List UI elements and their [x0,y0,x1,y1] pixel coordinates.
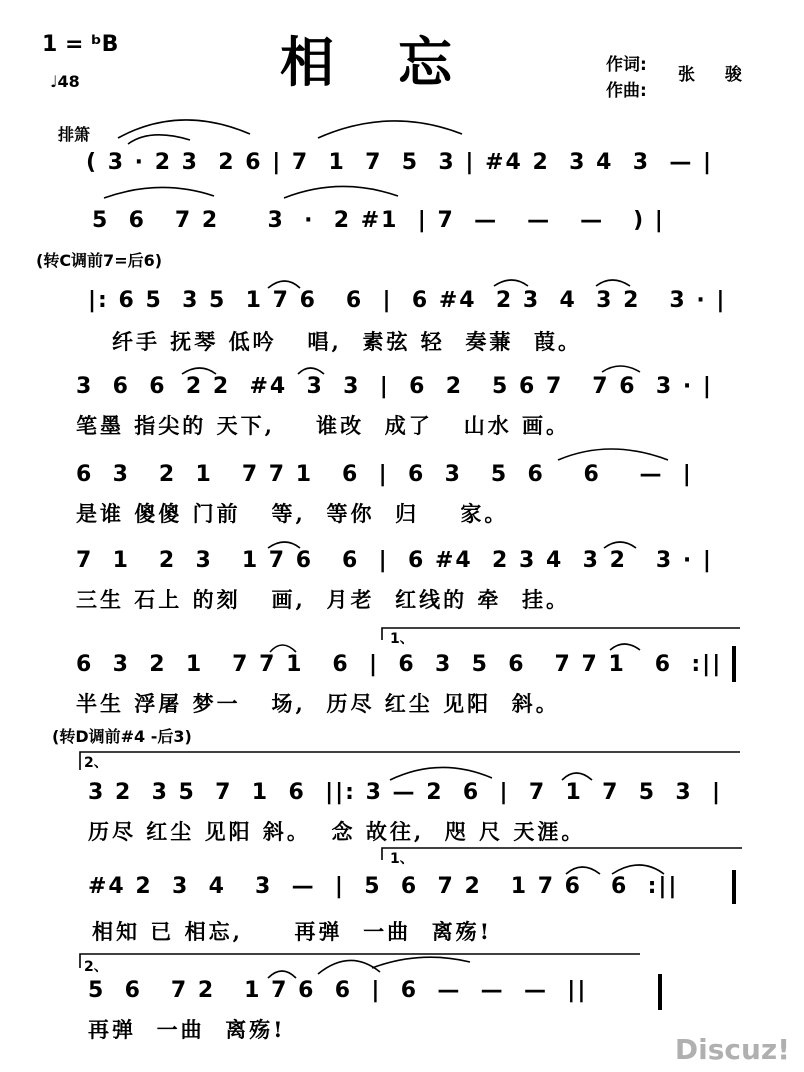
notation-line-1: |: 6 5 3 5 1 7 6 6 | 6 #4 2 3 4 3 2 3 · | [88,288,727,313]
slur-arc [610,644,640,650]
lyricist-label: 作词: [606,55,647,75]
slur-arc [566,867,600,874]
volta-bracket [80,752,740,770]
watermark: Discuz! [674,1033,790,1066]
slur-arc [118,120,250,138]
slur-arc [372,957,470,968]
ending-1b-label: 1、 [390,851,414,867]
lyric-line-6: 历尽 红尘 见阳 斜。 念 故往, 咫 尺 天涯。 [88,819,586,844]
notation-line-7: #4 2 3 4 3 — | 5 6 7 2 1 7 6 6 :|| [88,874,679,899]
composer-label: 作曲: [606,81,647,101]
slur-arc [612,865,664,874]
slur-arc [182,368,216,374]
slur-arc [596,280,630,286]
ending-2b-label: 2、 [84,959,108,975]
ending-2-label: 2、 [84,755,108,771]
slur-arc [604,542,636,548]
key-signature: 1 = ᵇB [42,32,119,57]
notation-line-4: 7 1 2 3 1 7 6 6 | 6 #4 2 3 4 3 2 3 · | [76,548,713,573]
slur-arc [284,186,398,198]
intro-line-2: 5 6 7 2 3 · 2 #1 | 7 — — — ) | [92,208,665,233]
lyric-line-5: 半生 浮屠 梦一 场, 历尽 红尘 见阳 斜。 [76,691,560,716]
author-name: 张 骏 [678,65,754,85]
intro-line-1: ( 3 · 2 3 2 6 | 7 1 7 5 3 | #4 2 3 4 3 — | [86,150,714,175]
slur-arc [558,449,668,460]
notation-line-6: 3 2 3 5 7 1 6 ||: 3 — 2 6 | 7 1 7 5 3 | [88,780,722,805]
slur-arc [318,121,462,138]
lyric-line-3: 是谁 傻傻 门前 等, 等你 归 家。 [76,501,509,526]
modulation-c-label: (转C调前7=后6) [36,251,163,270]
lyric-line-8: 再弹 一曲 离殇! [88,1017,286,1042]
modulation-d-label: (转D调前#4 -后3) [52,727,192,746]
notation-line-5: 6 3 2 1 7 7 1 6 | 6 3 5 6 7 7 1 6 :|| [76,652,723,677]
slur-arc [270,645,296,652]
lyric-line-4: 三生 石上 的刻 画, 月老 红线的 牵 挂。 [76,587,571,612]
notation-line-3: 6 3 2 1 7 7 1 6 | 6 3 5 6 6 — | [76,462,693,487]
notation-line-8: 5 6 7 2 1 7 6 6 | 6 — — — || [88,978,588,1003]
slur-arc [268,971,296,978]
slur-arc [602,366,640,372]
volta-bracket [382,628,740,640]
slur-arc [562,773,592,780]
notation-line-2: 3 6 6 2 2 #4 3 3 | 6 2 5 6 7 7 6 3 · | [76,374,713,399]
slur-arc [298,368,324,374]
slur-arc [318,960,380,974]
slur-arc [128,135,190,144]
ending-1-label: 1、 [390,631,414,647]
slur-arc [268,281,300,288]
slur-arc [390,767,492,780]
lyric-line-1: 纤手 抚琴 低吟 唱, 素弦 轻 奏蒹 葭。 [112,329,583,354]
slur-arc [268,542,300,548]
lyric-line-2: 笔墨 指尖的 天下, 谁改 成了 山水 画。 [76,413,571,438]
slur-arc [494,280,528,286]
volta-bracket [382,848,742,860]
lyric-line-7: 相知 已 相忘, 再弹 一曲 离殇! [92,919,492,944]
intro-label: 排箫 [58,125,91,144]
slur-arc [104,187,214,198]
song-title: 相忘 [280,30,516,94]
tempo-marking: ♩48 [50,72,80,91]
